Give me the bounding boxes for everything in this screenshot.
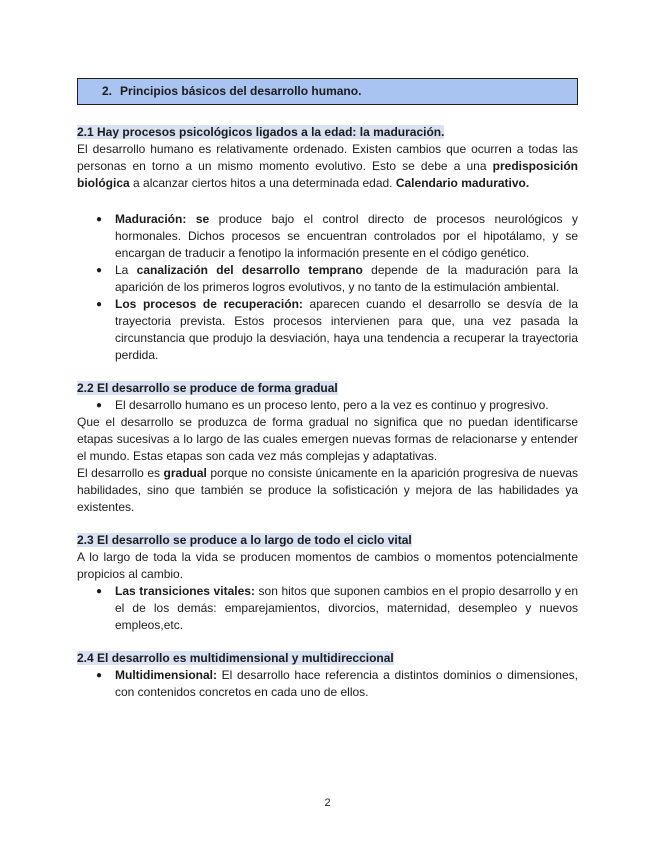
page-number: 2 (324, 797, 331, 809)
bullet-icon: ● (96, 265, 103, 276)
heading-2-4: 2.4 El desarrollo es multidimensional y multidireccional (77, 651, 394, 665)
list-item: ● El desarrollo humano es un proceso lento, pero a la vez es continuo y progresivo. (96, 398, 549, 412)
bullet-list-2-2 (77, 397, 578, 414)
section-title-box (77, 78, 578, 105)
bullet-icon: ● (96, 400, 103, 411)
bullet-list-2-4 (77, 667, 578, 701)
bullet-icon: ● (96, 214, 103, 225)
list-item: ● Multidimensional: El desarrollo hace referencia a distintos dominios o dimensiones, con contenidos concretos en cada uno de ellos. (96, 668, 578, 699)
list-item: ● La canalización del desarrollo temprano depende de la maduración para la aparición de los primeros logros evolutivos, y no tanto de la estimulación ambiental. (96, 263, 579, 294)
paragraph-2-2-b: El desarrollo es gradual porque no consiste únicamente en la aparición progresiva de nuevas habilidades, sino que también se produce la sofisticación y mejora de las habilidades ya existentes. (77, 466, 578, 514)
bullet-icon: ● (96, 299, 103, 310)
list-item: ● Maduración: se produce bajo el control directo de procesos neurológicos y hormonales. Dichos procesos se encuentran controlados por el hipotálamo, y se encargan de traducir a fenotipo la información presente en el código genético. (96, 212, 578, 260)
section-number: 2. (102, 84, 113, 98)
list-item: ● Los procesos de recuperación: aparecen cuando el desarrollo se desvía de la trayectoria prevista. Estos procesos intervienen para que, una vez pasada la circunstancia que produjo la desviación, haya una tendencia a recuperar la trayectoria perdida. (96, 297, 578, 362)
heading-2-3: 2.3 El desarrollo se produce a lo largo de todo el ciclo vital (77, 533, 412, 547)
paragraph-2-2-a: Que el desarrollo se produzca de forma gradual no significa que no puedan identificarse etapas sucesivas a lo largo de las cuales emergen nuevas formas de relacionarse y entender el mundo. Estas etapas son cada vez más complejas y adaptativas. (77, 415, 578, 463)
page-content (77, 78, 578, 701)
bullet-list-2-3 (77, 583, 578, 634)
heading-2-2: 2.2 El desarrollo se produce de forma gradual (77, 381, 338, 395)
list-item: ● Las transiciones vitales: son hitos que suponen cambios en el propio desarrollo y en el de los demás: emparejamientos, divorcios, maternidad, desempleo y nuevos empleos,etc. (96, 584, 578, 632)
bullet-icon: ● (96, 670, 103, 681)
section-title: Principios básicos del desarrollo humano. (120, 84, 362, 98)
paragraph-2-3: A lo largo de toda la vida se producen momentos de cambios o momentos potencialmente propicios al cambio. (77, 550, 578, 581)
paragraph-2-1: El desarrollo humano es relativamente ordenado. Existen cambios que ocurren a todas las personas en torno a un mismo momento evolutivo. Esto se debe a una predisposición biológica a alcanzar ciertos hitos a una determinada edad. Calendario madurativo. (77, 142, 578, 190)
heading-2-1: 2.1 Hay procesos psicológicos ligados a la edad: la maduración. (77, 125, 445, 139)
bullet-list-2-1 (77, 211, 578, 364)
bullet-icon: ● (96, 586, 103, 597)
